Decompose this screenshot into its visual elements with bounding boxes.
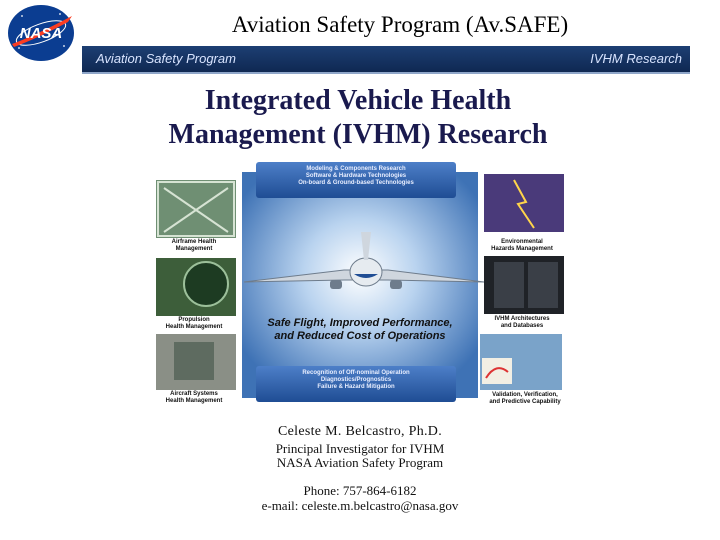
presenter-contact — [230, 483, 490, 513]
svg-text:NASA: NASA — [19, 25, 63, 42]
caption-propulsion — [154, 317, 234, 331]
presenter-name: Celeste M. Belcastro, Ph.D. — [277, 424, 443, 439]
caption-aircraft-systems — [154, 391, 234, 405]
slide-header-title: Aviation Safety Program (Av.SAFE) — [231, 12, 569, 37]
caption-aircraft-systems-line2: Health Management — [165, 398, 223, 404]
caption-airframe — [154, 239, 234, 253]
center-message-line2: and Reduced Cost of Operations — [274, 330, 446, 342]
caption-ivhm-architectures-line1: IVHM Architectures — [494, 316, 550, 322]
slide-title-line2: Management (IVHM) Research — [168, 119, 548, 150]
caption-environmental-line2: Hazards Management — [491, 246, 553, 252]
banner-left-label: Aviation Safety Program — [96, 51, 236, 66]
slide-title-line1: Integrated Vehicle Health — [204, 85, 512, 116]
bottom-box-text — [264, 370, 448, 391]
caption-propulsion-line2: Health Management — [165, 324, 223, 330]
center-message — [242, 317, 478, 343]
slide-title — [120, 84, 596, 152]
caption-airframe-line1: Airframe Health — [171, 239, 217, 245]
bottom-box-line3: Failure & Hazard Mitigation — [317, 384, 395, 390]
presenter-org: NASA Aviation Safety Program — [276, 455, 444, 470]
top-box-text — [264, 166, 448, 187]
presenter-role — [230, 442, 490, 470]
top-box-line1: Modeling & Components Research — [306, 166, 406, 172]
caption-ivhm-architectures — [482, 316, 562, 330]
caption-ivhm-architectures-line2: and Databases — [500, 323, 544, 329]
caption-validation-line2: and Predictive Capability — [489, 399, 561, 405]
nasa-logo — [4, 2, 78, 64]
caption-validation-line1: Validation, Verification, — [492, 392, 558, 398]
top-box-line3: On-board & Ground-based Technologies — [298, 180, 414, 186]
caption-validation — [480, 392, 570, 406]
caption-environmental — [482, 239, 562, 253]
banner-right-label: IVHM Research — [590, 51, 682, 66]
presenter-title: Principal Investigator for IVHM — [275, 441, 445, 456]
center-message-line1: Safe Flight, Improved Performance, — [267, 317, 453, 329]
caption-environmental-line1: Environmental — [501, 239, 543, 245]
presenter-email: e-mail: celeste.m.belcastro@nasa.gov — [261, 498, 459, 513]
caption-airframe-line2: Management — [175, 246, 213, 252]
presenter-phone: Phone: 757-864-6182 — [303, 483, 417, 498]
bottom-box-line1: Recognition of Off-nominal Operation — [302, 370, 410, 376]
section-banner — [82, 46, 690, 72]
bottom-box-line2: Diagnostics/Prognostics — [320, 377, 392, 383]
caption-propulsion-line1: Propulsion — [178, 317, 210, 323]
top-box-line2: Software & Hardware Technologies — [305, 173, 407, 179]
caption-aircraft-systems-line1: Aircraft Systems — [170, 391, 218, 397]
